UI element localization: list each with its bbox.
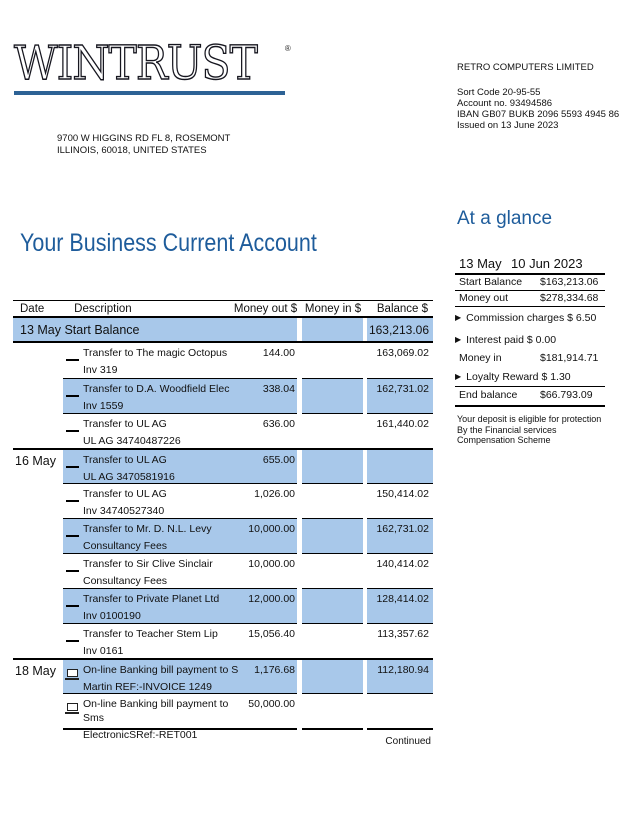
summary-row-money-in	[455, 352, 605, 365]
iban: IBAN GB07 BUKB 2096 5593 4945 86	[457, 109, 620, 120]
transfer-dash-icon	[66, 605, 79, 607]
transfer-dash-icon	[66, 395, 79, 397]
transaction-reference: Inv 319	[83, 364, 118, 376]
transaction-line1	[83, 417, 295, 431]
transaction-row	[13, 448, 433, 483]
summary-row-start-balance	[455, 275, 605, 291]
transaction-row	[13, 413, 433, 448]
summary-label: Start Balance	[459, 276, 523, 288]
transaction-description-cell	[63, 518, 297, 553]
summary-bullet-loyalty	[455, 370, 605, 383]
start-balance-label: 13 May Start Balance	[13, 318, 297, 341]
deposit-protection-note	[457, 414, 601, 446]
online-banking-laptop-icon	[65, 703, 79, 714]
laptop-screen	[67, 669, 78, 677]
at-a-glance-heading: At a glance	[457, 208, 553, 229]
start-balance-row	[13, 318, 433, 343]
transfer-dash-icon	[66, 500, 79, 502]
transactions-table	[13, 300, 433, 747]
registered-trademark-icon: ®	[284, 44, 291, 53]
transaction-balance	[367, 693, 433, 728]
period-end-date: 10 Jun 2023	[511, 256, 583, 271]
transfer-dash-icon	[66, 430, 79, 432]
transaction-money-in-cell	[302, 343, 363, 378]
protection-note-line: Your deposit is eligible for protection	[457, 414, 602, 424]
transaction-money-out: 10,000.00	[248, 558, 295, 570]
period-start-date: 13 May	[459, 256, 502, 271]
at-a-glance-summary	[455, 256, 605, 407]
transaction-row	[13, 483, 433, 518]
transaction-money-out: 144.00	[262, 347, 295, 359]
table-header-row	[13, 300, 433, 318]
transaction-date	[13, 693, 63, 728]
summary-row-end-balance	[455, 386, 605, 407]
transaction-line1	[83, 697, 295, 725]
arrow-bullet-icon: ▶	[455, 335, 462, 344]
transaction-money-out: 12,000.00	[248, 593, 295, 605]
transfer-dash-icon	[66, 359, 79, 361]
transaction-balance: 150,414.02	[367, 483, 433, 518]
transaction-line1	[83, 627, 295, 641]
header-balance: Balance $	[376, 302, 429, 315]
summary-bullet-text: Commission charges $ 6.50	[466, 311, 597, 324]
transaction-balance: 112,180.94	[367, 660, 433, 693]
transaction-money-in-cell	[302, 413, 363, 448]
transaction-description: Transfer to UL AG	[83, 454, 167, 466]
transfer-dash-icon	[66, 535, 79, 537]
transaction-row	[13, 553, 433, 588]
transaction-date	[13, 518, 63, 553]
laptop-base	[65, 678, 79, 680]
continued-label: Continued	[385, 736, 431, 747]
transaction-row	[13, 343, 433, 378]
summary-label: End balance	[459, 389, 518, 401]
transaction-money-out: 10,000.00	[248, 523, 295, 535]
transaction-money-out: 636.00	[262, 418, 295, 430]
transaction-money-in-cell	[302, 378, 363, 413]
transaction-money-in-cell	[302, 693, 363, 728]
transaction-reference: Consultancy Fees	[83, 540, 168, 552]
transaction-description-cell	[63, 693, 297, 741]
transaction-money-in-cell	[302, 518, 363, 553]
transaction-row	[13, 693, 433, 741]
transaction-line1	[83, 592, 295, 606]
header-money-in: Money in $	[304, 302, 362, 315]
transaction-money-in-cell	[302, 623, 363, 658]
transaction-row	[13, 588, 433, 623]
transaction-description-cell	[63, 450, 297, 483]
laptop-screen	[67, 703, 78, 711]
transaction-reference: Martin REF:-INVOICE 1249	[83, 681, 212, 693]
transaction-reference: Inv 0161	[83, 645, 124, 657]
transaction-reference: UL AG 3470581916	[83, 471, 175, 483]
transfer-dash-icon	[66, 466, 79, 468]
bank-address-line: 9700 W HIGGINS RD FL 8, ROSEMONT	[57, 133, 231, 144]
transaction-line1	[83, 346, 295, 360]
transaction-reference: Consultancy Fees	[83, 575, 168, 587]
transaction-row	[13, 658, 433, 693]
bank-address	[57, 133, 230, 156]
transaction-money-out: 338.04	[262, 383, 295, 395]
transaction-date: 18 May	[15, 664, 56, 678]
account-info	[457, 62, 619, 131]
transaction-line1	[83, 487, 295, 501]
transaction-money-in-cell	[302, 588, 363, 623]
transaction-description: Transfer to The magic Octopus	[83, 347, 228, 359]
account-number: Account no. 93494586	[457, 98, 553, 109]
transaction-reference: UL AG 34740487226	[83, 435, 181, 447]
transaction-money-in-cell	[302, 553, 363, 588]
summary-value: $181,914.71	[540, 352, 599, 364]
logo-underline	[14, 91, 285, 95]
transaction-description-cell	[63, 483, 297, 518]
issued-date: Issued on 13 June 2023	[457, 120, 559, 131]
arrow-bullet-icon: ▶	[455, 372, 462, 381]
laptop-base	[65, 712, 79, 714]
transaction-description: Transfer to UL AG	[83, 418, 167, 430]
transaction-reference: Inv 34740527340	[83, 505, 165, 517]
summary-bullet-interest	[455, 333, 605, 346]
arrow-bullet-icon: ▶	[455, 313, 462, 322]
transaction-description: Transfer to Mr. D. N.L. Levy	[83, 523, 212, 535]
transaction-date	[13, 343, 63, 378]
transaction-description: Transfer to UL AG	[83, 488, 167, 500]
summary-label: Money in	[459, 352, 502, 364]
transaction-row	[13, 623, 433, 658]
bank-address-line: ILLINOIS, 60018, UNITED STATES	[57, 144, 207, 156]
statement-period	[455, 256, 605, 275]
transaction-date	[13, 553, 63, 588]
page-title: Your Business Current Account	[20, 229, 317, 257]
transaction-money-out: 1,026.00	[254, 488, 295, 500]
transaction-reference: Inv 1559	[83, 400, 124, 412]
transaction-description-cell	[63, 378, 297, 413]
transaction-date	[13, 483, 63, 518]
summary-bullet-text: Loyalty Reward $ 1.30	[466, 370, 571, 383]
header-description: Description	[74, 302, 132, 315]
summary-value: $66.793.09	[540, 389, 593, 401]
transaction-money-in-cell	[302, 660, 363, 693]
transaction-balance: 113,357.62	[367, 623, 433, 658]
transaction-description-cell	[63, 588, 297, 623]
transaction-balance: 140,414.02	[367, 553, 433, 588]
transaction-money-in-cell	[302, 450, 363, 483]
transaction-date: 16 May	[15, 454, 56, 468]
transaction-date	[13, 623, 63, 658]
transaction-description-cell	[63, 623, 297, 658]
header-date: Date	[20, 302, 45, 315]
summary-value: $163,213.06	[540, 276, 599, 288]
summary-label: Money out	[459, 292, 509, 304]
summary-bullet-commission	[455, 311, 605, 324]
transaction-line1	[83, 522, 295, 536]
transaction-description: Transfer to Private Planet Ltd	[83, 593, 220, 605]
transaction-date	[13, 413, 63, 448]
transaction-money-out: 655.00	[262, 454, 295, 466]
transaction-description: Transfer to Teacher Stem Lip	[83, 628, 218, 640]
transaction-reference: ElectronicSRef:-RET001	[83, 729, 198, 741]
protection-note-line: Compensation Scheme	[457, 435, 551, 445]
transaction-date	[13, 378, 63, 413]
transaction-description-cell	[63, 413, 297, 448]
header-money-out: Money out $	[233, 302, 298, 315]
transaction-description: On-line Banking bill payment to S	[83, 664, 239, 676]
transaction-description: On-line Banking bill payment to Sms	[83, 698, 229, 724]
transaction-description-cell	[63, 660, 297, 693]
transaction-row	[13, 518, 433, 553]
transaction-line1	[83, 663, 295, 677]
summary-row-money-out	[455, 291, 605, 307]
summary-bullet-text: Interest paid $ 0.00	[466, 333, 557, 346]
transaction-balance: 163,069.02	[376, 347, 429, 359]
transaction-line1	[83, 453, 295, 467]
transaction-balance: 161,440.02	[367, 413, 433, 448]
account-holder-name: RETRO COMPUTERS LIMITED	[457, 62, 594, 73]
summary-value: $278,334.68	[540, 292, 599, 304]
protection-note-line: By the Financial services	[457, 424, 557, 435]
start-balance-money-in-cell	[302, 318, 363, 341]
transaction-money-out: 50,000.00	[248, 698, 295, 710]
transaction-row	[13, 378, 433, 413]
transaction-balance	[367, 450, 433, 483]
transfer-dash-icon	[66, 640, 79, 642]
transaction-description-cell	[63, 553, 297, 588]
transaction-money-out: 1,176.68	[254, 664, 295, 676]
transaction-money-in-cell	[302, 483, 363, 518]
transactions	[13, 343, 433, 741]
transaction-balance: 162,731.02	[367, 518, 433, 553]
transaction-balance: 162,731.02	[367, 378, 433, 413]
transaction-money-out: 15,056.40	[248, 628, 295, 640]
transfer-dash-icon	[66, 570, 79, 572]
transaction-line1	[83, 382, 295, 396]
transaction-description: Transfer to Sir Clive Sinclair	[83, 558, 213, 570]
sort-code: Sort Code 20-95-55	[457, 87, 541, 98]
bank-logo-text: WINTRUST	[14, 36, 257, 91]
transaction-balance: 128,414.02	[367, 588, 433, 623]
transaction-date	[13, 588, 63, 623]
online-banking-laptop-icon	[65, 669, 79, 680]
transaction-description: Transfer to D.A. Woodfield Elec	[83, 383, 230, 395]
wintrust-logo	[14, 38, 291, 95]
transaction-description-cell	[63, 343, 297, 378]
transaction-reference: Inv 0100190	[83, 610, 141, 622]
transaction-line1	[83, 557, 295, 571]
start-balance-value: 163,213.06	[367, 318, 433, 341]
